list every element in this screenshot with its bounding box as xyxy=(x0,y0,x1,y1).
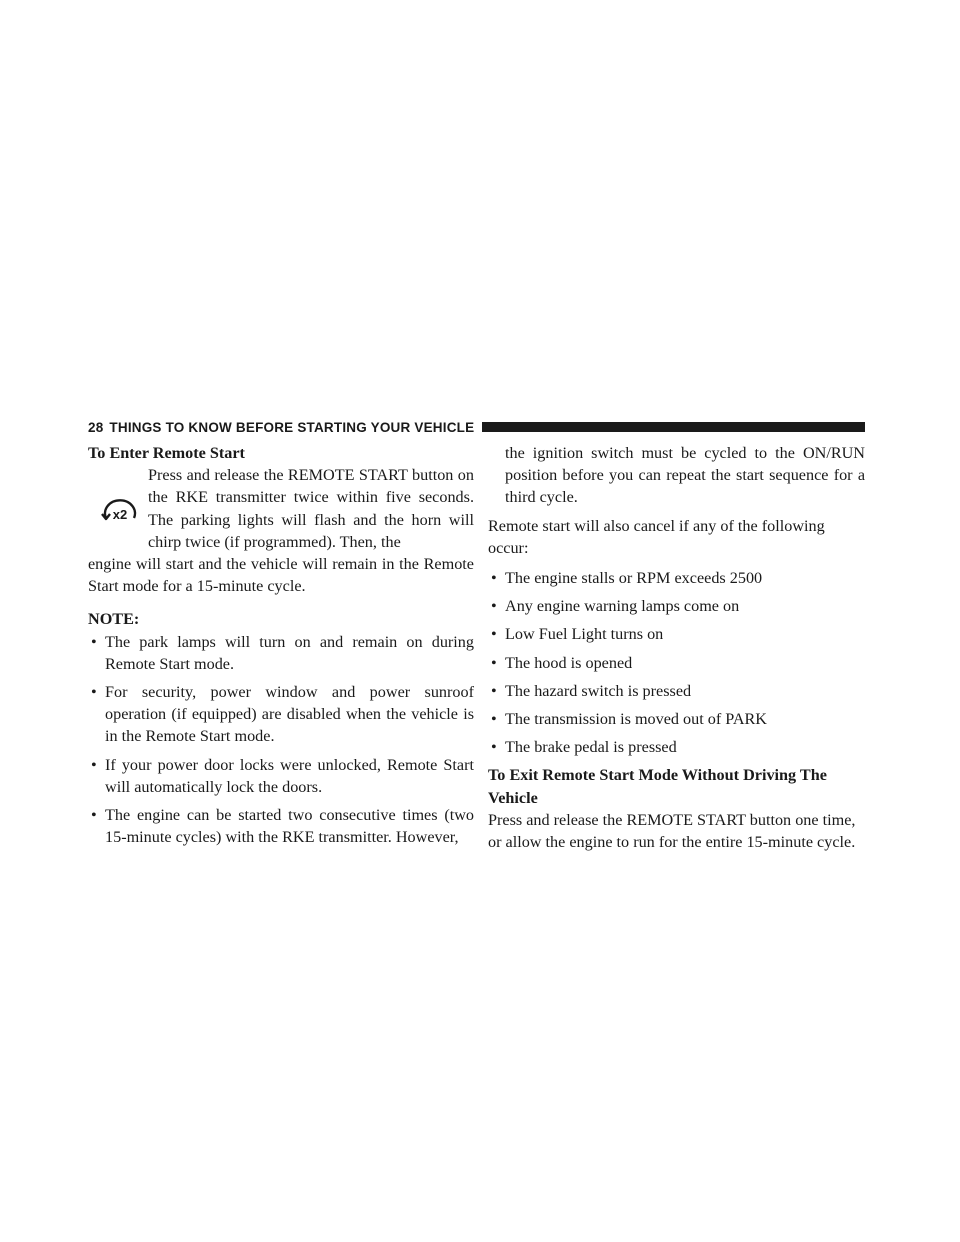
cancel-bullet: • The hood is opened xyxy=(488,652,865,674)
right-column xyxy=(488,442,865,853)
exit-text: Press and release the REMOTE START button one time, or allow the engine to run for the entire 15-minute cycle. xyxy=(488,810,856,852)
note-bullet-list xyxy=(88,631,474,849)
left-column xyxy=(88,442,474,854)
remote-start-x2-label: x2 xyxy=(112,507,128,523)
enter-remote-start-heading: To Enter Remote Start xyxy=(88,444,245,462)
exit-remote-start-heading: To Exit Remote Start Mode Without Driving The Vehicle xyxy=(488,766,827,807)
cancel-bullet: • Any engine warning lamps come on xyxy=(488,595,865,617)
note-bullet: • The park lamps will turn on and remain on during Remote Start mode. xyxy=(88,631,474,675)
cancel-bullet: • The hazard switch is pressed xyxy=(488,680,865,702)
note-bullet: • For security, power window and power sunroof operation (if equipped) are disabled when the vehicle is in the Remote Start mode. xyxy=(88,681,474,748)
cancel-bullet: • The transmission is moved out of PARK xyxy=(488,708,865,730)
section-title: THINGS TO KNOW BEFORE STARTING YOUR VEHICLE xyxy=(109,419,475,435)
note-label: NOTE: xyxy=(88,610,140,629)
cancel-bullet: • Low Fuel Light turns on xyxy=(488,623,865,645)
bullet-continuation: the ignition switch must be cycled to the ON/RUN position before you can repeat the start sequence for a third cycle. xyxy=(505,444,865,507)
cancel-intro: Remote start will also cancel if any of the following occur: xyxy=(488,516,825,557)
remote-start-x2-icon xyxy=(98,494,144,528)
page-number: 28 xyxy=(88,419,104,435)
intro-block xyxy=(88,464,474,553)
intro-continued: engine will start and the vehicle will remain in the Remote Start mode for a 15-minute cycle. xyxy=(88,555,474,596)
note-bullet: • If your power door locks were unlocked, Remote Start will automatically lock the doors. xyxy=(88,754,474,798)
header-rule xyxy=(482,422,865,432)
page-header xyxy=(88,416,865,438)
cancel-bullet: • The engine stalls or RPM exceeds 2500 xyxy=(488,567,865,589)
cancel-bullet: • The brake pedal is pressed xyxy=(488,736,865,758)
intro-text: Press and release the REMOTE START button on the RKE transmitter twice within five seconds. The parking lights will flash and the horn will chirp twice (if programmed). Then, the xyxy=(148,466,474,551)
cancel-bullet-list xyxy=(488,567,865,758)
note-bullet: • The engine can be started two consecutive times (two 15-minute cycles) with the RKE transmitter. However, xyxy=(88,804,474,848)
